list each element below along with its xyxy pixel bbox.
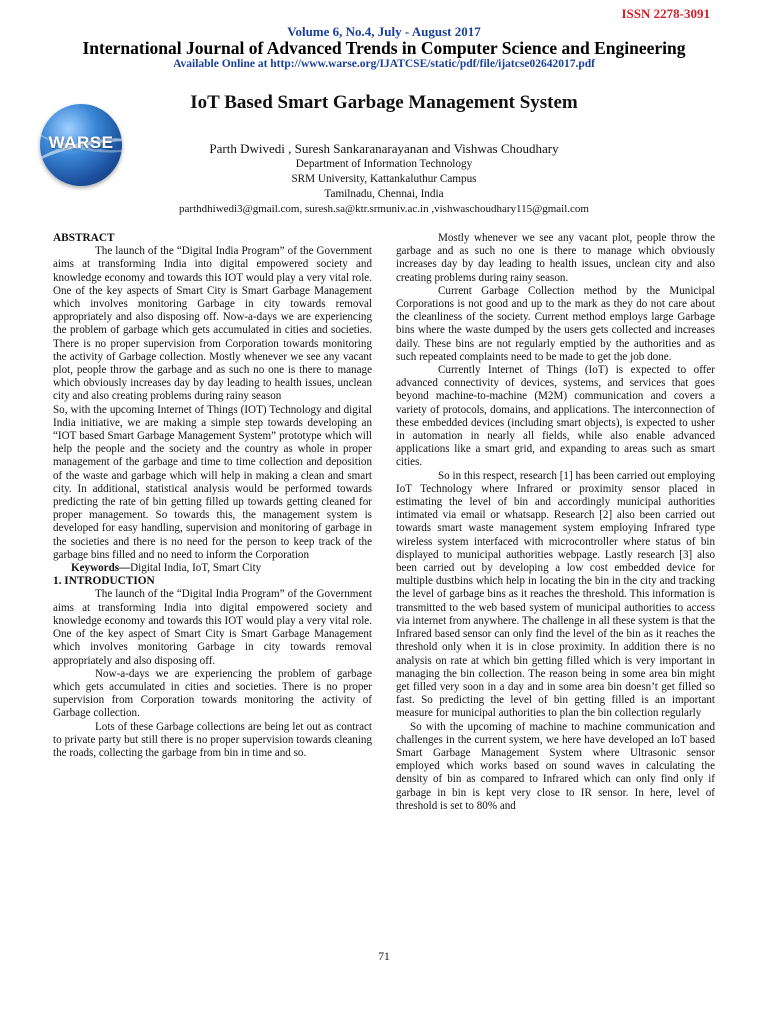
available-online-link[interactable]: Available Online at http://www.warse.org/IJATCSE/static/pdf/file/ijatcse02642017.pdf — [173, 58, 595, 70]
right-paragraph-1: Mostly whenever we see any vacant plot, people throw the garbage and as such no one is there to manage which obviously increases day by day leading to health issues, unclean city and also creating problems during rainy season. — [396, 232, 715, 284]
right-column — [396, 232, 715, 813]
paper-title: IoT Based Smart Garbage Management System — [190, 92, 578, 113]
affiliation-location: Tamilnadu, Chennai, India — [324, 188, 444, 200]
right-paragraph-3: Currently Internet of Things (IoT) is expected to offer advanced connectivity of devices, systems, and services that goes beyond machine-to-machine (M2M) communication and covers a variety of protocols, domains, and applications. The interconnection of these embedded devices (including smart objects), is expected to usher in automation in nearly all fields, while also enable advanced applications like a smart grid, and expanding to areas such as smart cities. — [396, 364, 715, 469]
affiliation-department: Department of Information Technology — [295, 158, 473, 170]
issn: ISSN 2278-3091 — [621, 6, 710, 21]
section-heading-introduction: 1. INTRODUCTION — [53, 575, 155, 588]
right-paragraph-2: Current Garbage Collection method by the Municipal Corporations is not good and up to the mark as they do not care about the cleanliness of the society. Current method employs large Garbage bins where the waste dumped by the users gets collected and increases daily. These bins are not regularly emptied by the authorities and as such repeated complaints need to be made to get the job done. — [396, 284, 715, 363]
journal-title: International Journal of Advanced Trends in Computer Science and Engineering — [82, 38, 686, 58]
left-column — [53, 232, 372, 760]
right-paragraph-5: So with the upcoming of machine to machine communication and challenges in the current system, we here have developed an IoT based Smart Garbage Management System where Ultrasonic sensor employed which works based on sound waves in calculating the density of bin as compared to Infrared which can only find only if garbage in bin is kept very close to IR sensor. In here, level of threshold is set to 80% and — [396, 720, 715, 812]
authors: Parth Dwivedi , Suresh Sankaranarayanan and Vishwas Choudhary — [209, 141, 559, 156]
intro-paragraph-3: Lots of these Garbage collections are being let out as contract to private party but still there is no proper supervision towards cleaning the roads, collecting the garbage from bin in time and so. — [53, 720, 372, 759]
abstract-paragraph-1: The launch of the “Digital India Program” of the Government aims at transforming India into digital empowered society and knowledge economy and towards this IOT would play a very vital role. One of the key aspects of Smart City is Smart Garbage Management which involves monitoring Garbage in city towards removal appropriately and also disposing off. Now-a-days we are experiencing the problem of garbage which gets accumulated in cities and societies. There is no proper supervision from Corporation towards monitoring the activity of Garbage collection. Mostly whenever we see any vacant plot, people throw the garbage and as such no one is there to manage which obviously increases day by day leading to health issues, unclean city and also creating problems during rainy season — [53, 245, 372, 403]
author-emails: parthdhiwedi3@gmail.com, suresh.sa@ktr.srmuniv.ac.in ,vishwaschoudhary115@gmail.com — [179, 203, 589, 215]
keywords-text: Digital India, IoT, Smart City — [130, 562, 262, 575]
page-number: 71 — [378, 951, 390, 963]
volume-line: Volume 6, No.4, July - August 2017 — [287, 24, 481, 39]
affiliation-university: SRM University, Kattankaluthur Campus — [291, 173, 477, 185]
keywords — [53, 562, 372, 575]
abstract-heading: ABSTRACT — [53, 232, 115, 244]
intro-paragraph-2: Now-a-days we are experiencing the problem of garbage which gets accumulated in cities and societies. There is no proper supervision from Corporation towards monitoring the activity of Garbage collection. — [53, 667, 372, 720]
intro-paragraph-1: The launch of the “Digital India Program” of the Government aims at transforming India into digital empowered society and knowledge economy and towards this IOT would play a very vital role. One of the key aspect of Smart City is Smart Garbage Management which involves monitoring Garbage in city towards removal appropriately and also disposing off. — [53, 588, 372, 667]
logo-text: WARSE — [48, 133, 114, 152]
right-paragraph-4: So in this respect, research [1] has been carried out employing IoT Technology where Infrared or proximity sensor placed in estimating the level of bin and accordingly municipal authorities intimated via email or whatsapp. Research [2] also been carried out towards smart waste management system employing Infrared type wireless system interfaced with microcontroller where status of bin displayed to municipal authorities webpage. Lastly research [3] also been carried out by developing a low cost embedded device for multiple dustbins which help in locating the bin in the city and tracking the level of garbage bins as it reaches the threshold. This information is transmitted to the web based system of municipal authorities to access via internet from anywhere. The challenge in all these system is that the Infrared based sensor can only find the level of the bin as it reaches the threshold only when it is in close proximity. In addition there is no analysis on rate at which bin getting filled which is very important in managing the bin collection. The reason being in some area bin might get filled very soon in a day and in some area bin doesn’t get filled so fast. So predicting the level of bin getting filled is an important measure for municipal authorities to plan the bin collection regularly — [396, 469, 715, 720]
keywords-label: Keywords— — [71, 562, 131, 575]
abstract-paragraph-2: So, with the upcoming Internet of Things (IOT) Technology and digital India initiative, we are making a simple step towards developing an “IOT based Smart Garbage Management System” prototype which will help the people and the society and the country as whole in proper management of the garbage and time to time collection and deposition of the waste and garbage which will help in making a clean and smart city. In additional, statistical analysis would be performed towards predicting the rate of bin getting filled up towards getting cleaned for proper management. So towards this, the management system is developed for easy handling, supervision and monitoring of garbage in the societies and there is no need for the person to keep track of the garbage bins filled and no need to inform the Corporation — [53, 403, 372, 561]
